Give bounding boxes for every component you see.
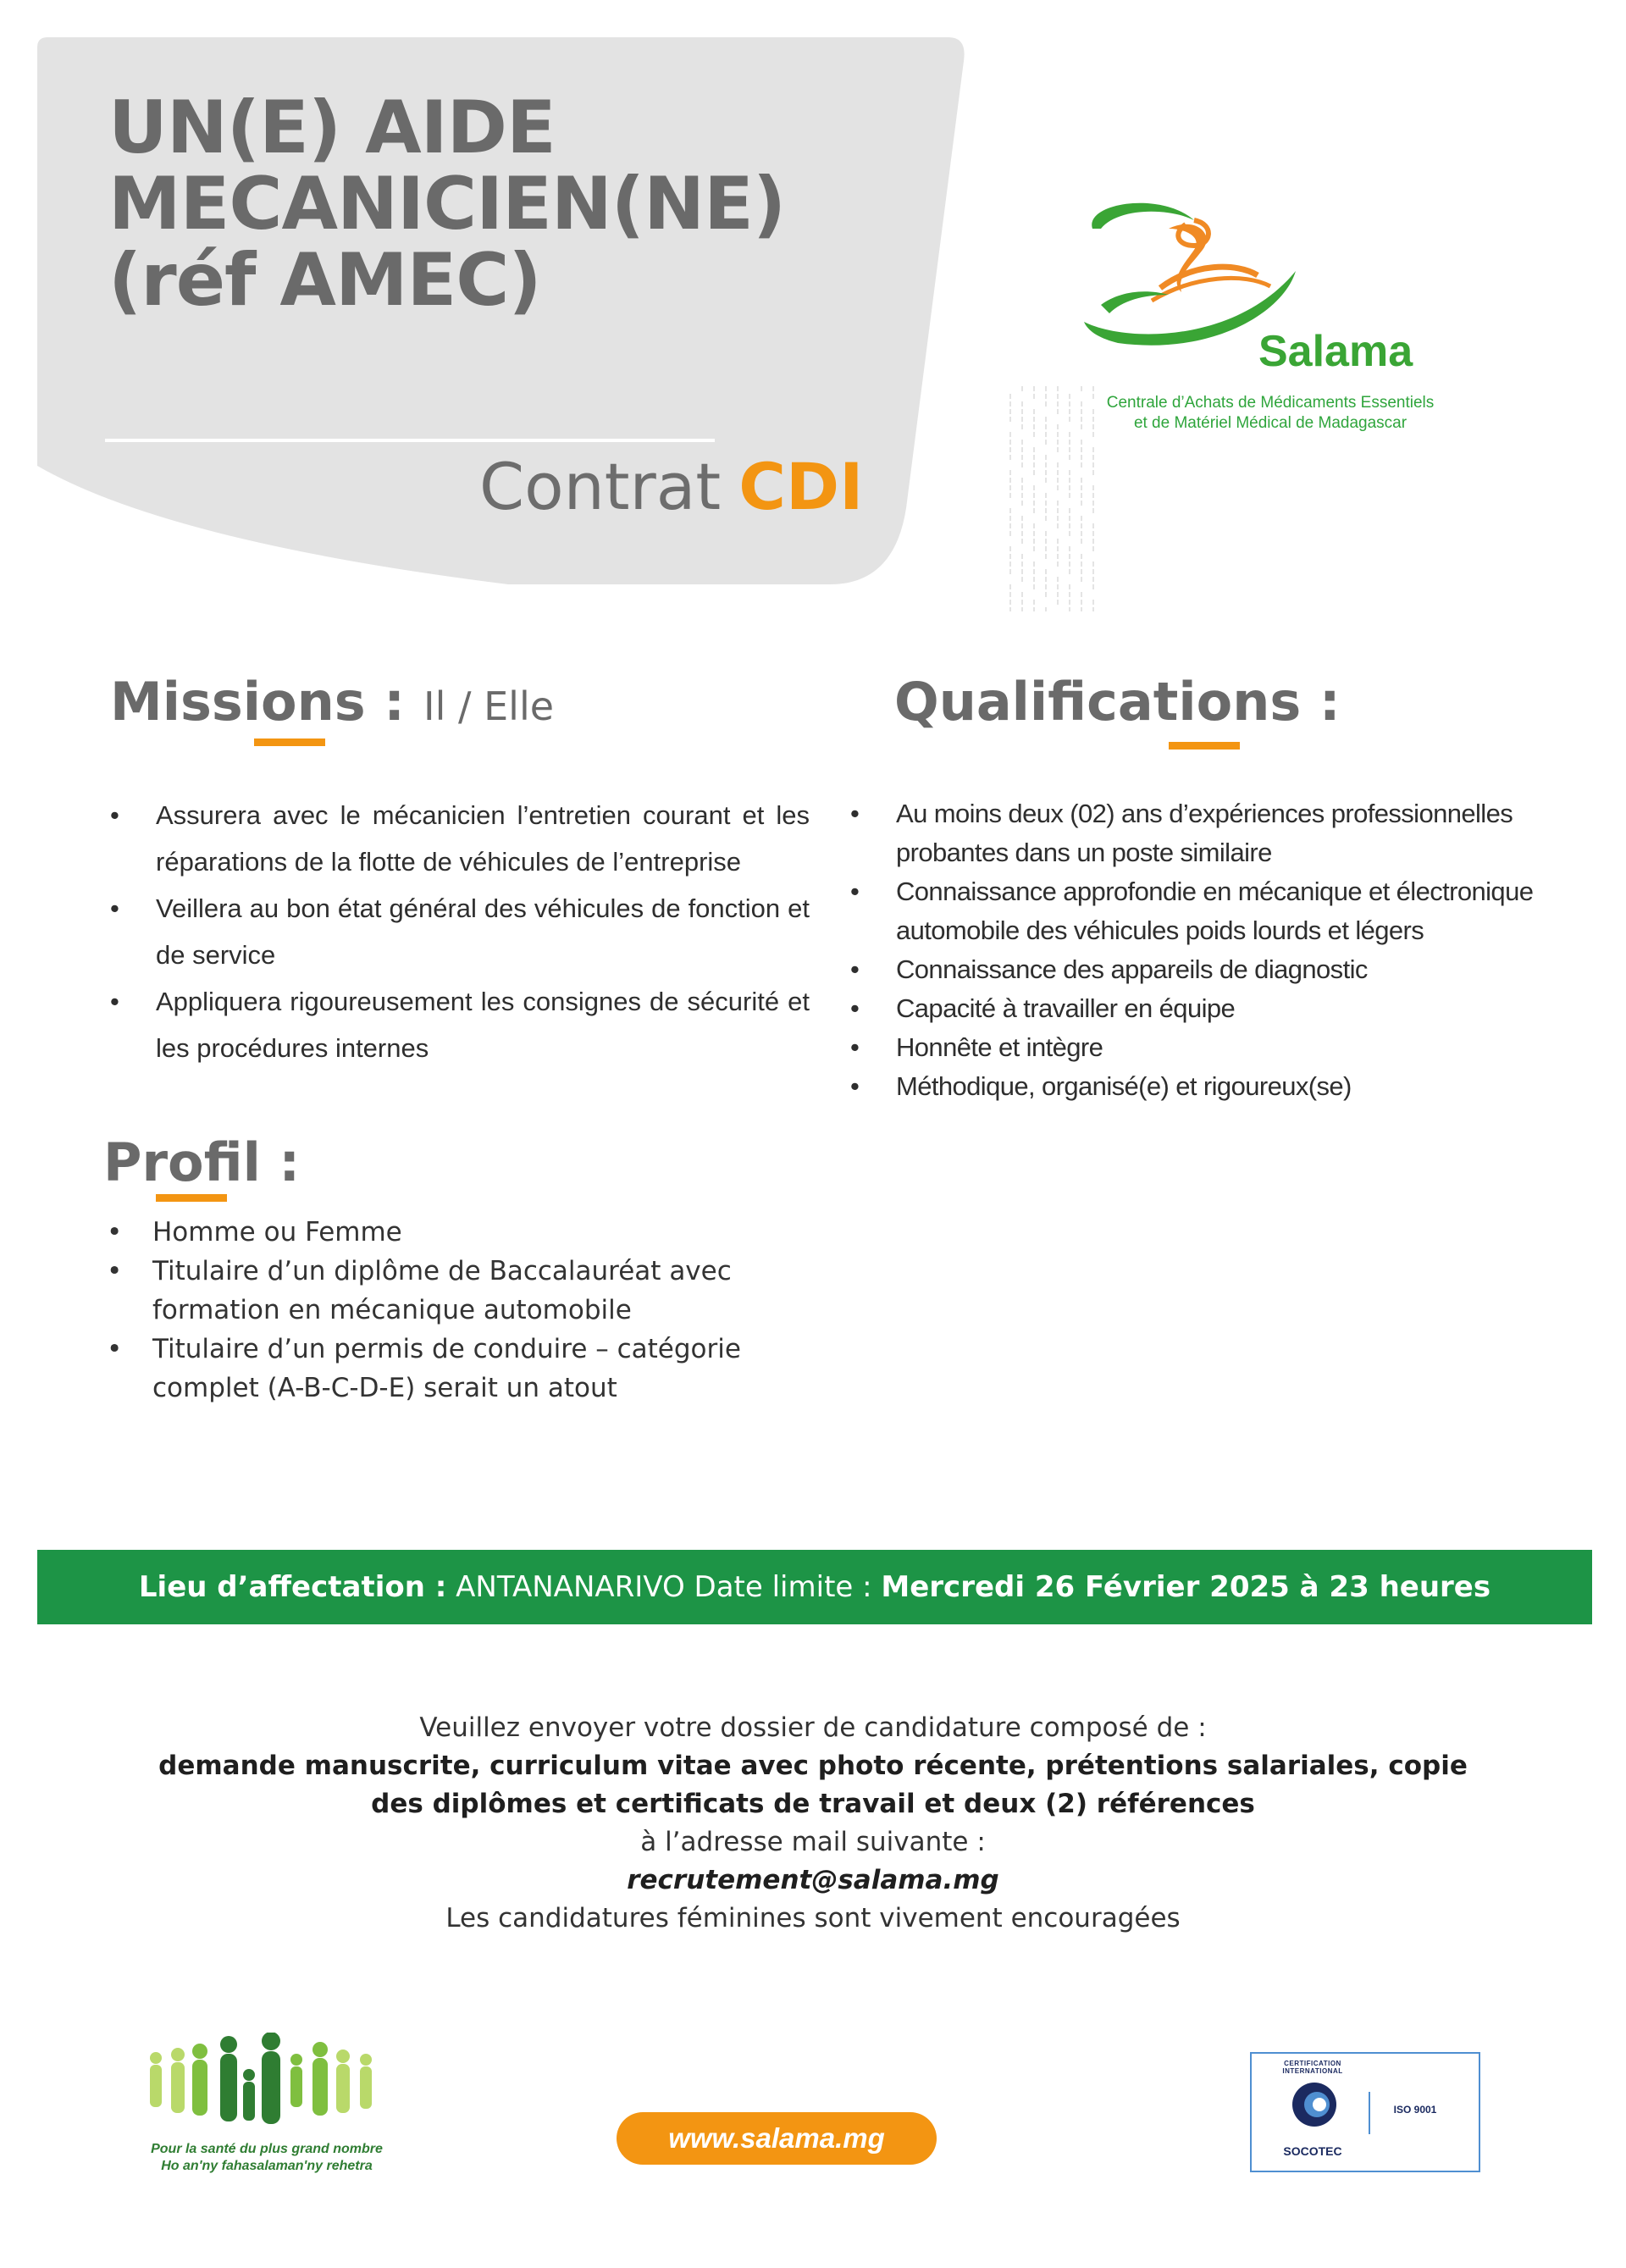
halftone-dot [1069, 508, 1070, 513]
halftone-dot [1033, 523, 1035, 528]
slogan-line: Pour la santé du plus grand nombre [151, 2142, 383, 2156]
halftone-dot [1009, 584, 1011, 589]
job-title-line: MECANICIEN(NE) [108, 162, 786, 246]
halftone-dot [1045, 531, 1047, 536]
title-divider [105, 439, 715, 442]
halftone-dot [1057, 394, 1059, 399]
halftone-dot [1033, 394, 1035, 399]
halftone-dot [1081, 478, 1082, 483]
list-item: • Au moins deux (02) ans d’expériences professionnelles probantes dans un poste similaire [849, 794, 1577, 872]
halftone-dot [1069, 432, 1070, 437]
halftone-dot [1009, 455, 1011, 460]
halftone-dot [1009, 600, 1011, 605]
halftone-dot [1045, 501, 1047, 506]
halftone-dot [1057, 470, 1059, 475]
application-documents-line: des diplômes et certificats de travail et deux (2) références [371, 1789, 1255, 1819]
halftone-dot [1021, 447, 1023, 452]
contract-label: Contrat [479, 449, 722, 524]
cert-standard: ISO 9001 [1393, 2104, 1437, 2116]
list-item: • Honnête et intègre [849, 1028, 1577, 1067]
qualifications-list [849, 794, 1577, 1106]
halftone-dot [1057, 584, 1059, 589]
halftone-dot [1033, 501, 1035, 506]
halftone-dot [1045, 462, 1047, 467]
application-email-link[interactable]: recrutement@salama.mg [627, 1865, 999, 1895]
halftone-dot [1081, 493, 1082, 498]
list-item: • Titulaire d’un diplôme de Baccalauréat avec formation en mécanique automobile [105, 1252, 766, 1330]
halftone-dot [1081, 600, 1082, 605]
halftone-dot [1057, 561, 1059, 567]
halftone-dot [1081, 409, 1082, 414]
halftone-dot [1021, 455, 1023, 460]
halftone-dot [1033, 470, 1035, 475]
halftone-dot [1081, 440, 1082, 445]
contract-info [479, 449, 863, 526]
halftone-dot [1092, 531, 1094, 536]
halftone-dot [1009, 394, 1011, 399]
halftone-dot [1092, 584, 1094, 589]
halftone-dot [1033, 455, 1035, 460]
halftone-dot [1045, 516, 1047, 521]
halftone-decoration [1004, 383, 1106, 611]
halftone-dot [1057, 401, 1059, 407]
missions-heading-block [110, 671, 554, 733]
halftone-dot [1045, 440, 1047, 445]
halftone-dot [1009, 401, 1011, 407]
halftone-dot [1057, 386, 1059, 391]
halftone-dot [1092, 607, 1094, 611]
halftone-dot [1069, 516, 1070, 521]
halftone-dot [1009, 523, 1011, 528]
halftone-dot [1069, 401, 1070, 407]
halftone-dot [1009, 531, 1011, 536]
halftone-dot [1057, 447, 1059, 452]
halftone-dot [1081, 386, 1082, 391]
list-item: • Méthodique, organisé(e) et rigoureux(se) [849, 1067, 1577, 1106]
halftone-dot [1081, 462, 1082, 467]
halftone-dot [1033, 424, 1035, 429]
application-encouragement: Les candidatures féminines sont vivement encouragées [445, 1903, 1181, 1933]
list-item: • Capacité à travailler en équipe [849, 989, 1577, 1028]
application-address-intro: à l’adresse mail suivante : [640, 1827, 986, 1857]
halftone-dot [1009, 485, 1011, 490]
halftone-dot [1021, 523, 1023, 528]
family-silhouettes-icon [144, 2033, 381, 2143]
halftone-dot [1069, 493, 1070, 498]
halftone-dot [1021, 539, 1023, 544]
halftone-dot [1057, 577, 1059, 582]
halftone-dot [1069, 447, 1070, 452]
job-title [108, 86, 837, 323]
halftone-dot [1081, 485, 1082, 490]
halftone-dot [1009, 592, 1011, 597]
halftone-dot [1021, 561, 1023, 567]
halftone-dot [1069, 546, 1070, 551]
missions-heading [110, 671, 554, 733]
missions-subheading: Il / Elle [423, 683, 555, 729]
halftone-dot [1009, 569, 1011, 574]
halftone-dot [1033, 508, 1035, 513]
halftone-dot [1057, 523, 1059, 528]
halftone-dot [1057, 508, 1059, 513]
halftone-dot [1033, 409, 1035, 414]
brand-subtitle [1067, 393, 1474, 434]
halftone-dot [1092, 424, 1094, 429]
missions-underline [254, 738, 325, 746]
halftone-dot [1092, 569, 1094, 574]
halftone-dot [1033, 600, 1035, 605]
halftone-dot [1092, 600, 1094, 605]
halftone-dot [1092, 493, 1094, 498]
halftone-dot [1045, 470, 1047, 475]
profil-underline [156, 1194, 227, 1202]
brand-subtitle-line: et de Matériel Médical de Madagascar [1133, 414, 1408, 432]
halftone-dot [1021, 516, 1023, 521]
halftone-dot [1081, 516, 1082, 521]
halftone-dot [1081, 447, 1082, 452]
halftone-dot [1021, 462, 1023, 467]
halftone-dot [1045, 455, 1047, 460]
halftone-dot [1069, 554, 1070, 559]
cert-divider [1369, 2092, 1370, 2134]
halftone-dot [1092, 523, 1094, 528]
halftone-dot [1069, 470, 1070, 475]
halftone-dot [1092, 508, 1094, 513]
halftone-dot [1033, 432, 1035, 437]
halftone-dot [1057, 539, 1059, 544]
list-item: • Veillera au bon état général des véhicules de fonction et de service [108, 885, 810, 978]
halftone-dot [1081, 607, 1082, 611]
halftone-dot [1081, 539, 1082, 544]
halftone-dot [1021, 401, 1023, 407]
halftone-dot [1069, 569, 1070, 574]
halftone-dot [1009, 409, 1011, 414]
halftone-dot [1081, 569, 1082, 574]
halftone-dot [1033, 485, 1035, 490]
halftone-dot [1069, 440, 1070, 445]
profil-heading: Profil : [103, 1131, 301, 1193]
slogan [144, 2141, 390, 2175]
halftone-dot [1069, 417, 1070, 422]
halftone-dot [1069, 531, 1070, 536]
halftone-dot [1033, 607, 1035, 611]
halftone-dot [1092, 409, 1094, 414]
brand-subtitle-line: Centrale d’Achats de Médicaments Essentiels [1106, 394, 1435, 412]
halftone-dot [1092, 417, 1094, 422]
halftone-dot [1009, 546, 1011, 551]
halftone-dot [1009, 440, 1011, 445]
halftone-dot [1021, 600, 1023, 605]
halftone-dot [1092, 539, 1094, 544]
halftone-dot [1092, 577, 1094, 582]
application-intro: Veuillez envoyer votre dossier de candidature composé de : [419, 1712, 1207, 1743]
halftone-dot [1009, 493, 1011, 498]
halftone-dot [1081, 455, 1082, 460]
list-item: • Appliquera rigoureusement les consignes de sécurité et les procédures internes [108, 978, 810, 1071]
halftone-dot [1069, 561, 1070, 567]
halftone-dot [1045, 539, 1047, 544]
missions-heading-text: Missions : [110, 671, 406, 733]
halftone-dot [1021, 493, 1023, 498]
halftone-dot [1033, 493, 1035, 498]
halftone-dot [1081, 554, 1082, 559]
halftone-dot [1092, 455, 1094, 460]
halftone-dot [1045, 386, 1047, 391]
halftone-dot [1045, 584, 1047, 589]
halftone-dot [1045, 508, 1047, 513]
list-item: • Connaissance des appareils de diagnostic [849, 950, 1577, 989]
halftone-dot [1057, 554, 1059, 559]
halftone-dot [1009, 432, 1011, 437]
halftone-dot [1069, 485, 1070, 490]
halftone-dot [1081, 577, 1082, 582]
halftone-dot [1092, 470, 1094, 475]
halftone-dot [1045, 432, 1047, 437]
halftone-dot [1033, 447, 1035, 452]
halftone-dot [1045, 493, 1047, 498]
list-item: • Assurera avec le mécanicien l’entretien courant et les réparations de la flotte de véhicules de l’entreprise [108, 792, 810, 885]
halftone-dot [1081, 501, 1082, 506]
cert-name: SOCOTEC [1283, 2144, 1342, 2158]
halftone-dot [1092, 546, 1094, 551]
halftone-dot [1021, 531, 1023, 536]
halftone-dot [1021, 386, 1023, 391]
halftone-dot [1021, 554, 1023, 559]
halftone-dot [1045, 546, 1047, 551]
halftone-dot [1021, 577, 1023, 582]
halftone-dot [1033, 561, 1035, 567]
halftone-dot [1009, 417, 1011, 422]
halftone-dot [1033, 386, 1035, 391]
halftone-dot [1009, 561, 1011, 567]
halftone-dot [1081, 592, 1082, 597]
halftone-dot [1069, 523, 1070, 528]
halftone-dot [1057, 592, 1059, 597]
halftone-dot [1021, 501, 1023, 506]
halftone-dot [1057, 501, 1059, 506]
halftone-dot [1009, 470, 1011, 475]
qualifications-underline [1169, 742, 1240, 750]
profil-list [105, 1213, 766, 1408]
halftone-dot [1009, 516, 1011, 521]
halftone-dot [1057, 440, 1059, 445]
halftone-dot [1045, 417, 1047, 422]
halftone-dot [1021, 424, 1023, 429]
list-item: • Connaissance approfondie en mécanique et électronique automobile des véhicules poids lourds et légers [849, 872, 1577, 950]
halftone-dot [1057, 546, 1059, 551]
cert-arc-text: CERTIFICATION INTERNATIONAL [1282, 2060, 1343, 2075]
halftone-dot [1057, 516, 1059, 521]
missions-list [108, 792, 810, 1071]
halftone-dot [1092, 432, 1094, 437]
halftone-dot [1033, 462, 1035, 467]
halftone-dot [1081, 523, 1082, 528]
halftone-dot [1057, 478, 1059, 483]
halftone-dot [1045, 577, 1047, 582]
halftone-dot [1069, 478, 1070, 483]
location-value: ANTANANARIVO [456, 1570, 685, 1604]
halftone-dot [1045, 424, 1047, 429]
halftone-dot [1092, 386, 1094, 391]
halftone-dot [1092, 394, 1094, 399]
halftone-dot [1021, 592, 1023, 597]
halftone-dot [1009, 447, 1011, 452]
application-email-row [0, 1861, 1626, 1899]
halftone-dot [1033, 531, 1035, 536]
halftone-dot [1033, 539, 1035, 544]
halftone-dot [1057, 600, 1059, 605]
halftone-dot [1045, 554, 1047, 559]
socotec-logo-icon [1289, 2079, 1340, 2130]
halftone-dot [1045, 401, 1047, 407]
deadline-value: Mercredi 26 Février 2025 à 23 heures [881, 1570, 1491, 1604]
halftone-dot [1069, 394, 1070, 399]
halftone-dot [1069, 592, 1070, 597]
halftone-dot [1092, 462, 1094, 467]
halftone-dot [1045, 607, 1047, 611]
halftone-dot [1081, 401, 1082, 407]
brand-name: Salama [1258, 327, 1413, 376]
halftone-dot [1069, 455, 1070, 460]
halftone-dot [1057, 485, 1059, 490]
halftone-dot [1009, 508, 1011, 513]
halftone-dot [1069, 409, 1070, 414]
halftone-dot [1092, 485, 1094, 490]
website-link-button[interactable]: www.salama.mg [617, 2112, 937, 2165]
halftone-dot [1069, 600, 1070, 605]
job-title-line: UN(E) AIDE [108, 86, 556, 170]
application-documents-line: demande manuscrite, curriculum vitae avec photo récente, prétentions salariales, copie [158, 1751, 1468, 1781]
halftone-dot [1021, 478, 1023, 483]
contract-type: CDI [738, 449, 864, 524]
deadline-label: Date limite : [694, 1570, 872, 1604]
list-item: • Titulaire d’un permis de conduire – catégorie complet (A-B-C-D-E) serait un atout [105, 1330, 766, 1408]
halftone-dot [1021, 409, 1023, 414]
halftone-dot [1033, 546, 1035, 551]
halftone-dot [1033, 584, 1035, 589]
halftone-dot [1069, 607, 1070, 611]
halftone-dot [1033, 577, 1035, 582]
qualifications-heading: Qualifications : [894, 671, 1341, 733]
halftone-dot [1033, 569, 1035, 574]
halftone-dot [1092, 501, 1094, 506]
halftone-dot [1045, 569, 1047, 574]
halftone-dot [1081, 531, 1082, 536]
halftone-dot [1009, 607, 1011, 611]
halftone-dot [1081, 561, 1082, 567]
info-banner [37, 1550, 1592, 1624]
halftone-dot [1057, 432, 1059, 437]
halftone-dot [1009, 478, 1011, 483]
halftone-dot [1021, 569, 1023, 574]
halftone-dot [1021, 440, 1023, 445]
halftone-dot [1092, 447, 1094, 452]
halftone-dot [1057, 462, 1059, 467]
slogan-line: Ho an'ny fahasalaman'ny rehetra [161, 2159, 373, 2173]
halftone-dot [1021, 607, 1023, 611]
halftone-dot [1021, 485, 1023, 490]
halftone-dot [1045, 592, 1047, 597]
halftone-dot [1069, 584, 1070, 589]
halftone-dot [1033, 417, 1035, 422]
job-title-line: (réf AMEC) [108, 238, 541, 323]
halftone-dot [1045, 478, 1047, 483]
halftone-dot [1021, 417, 1023, 422]
halftone-dot [1081, 417, 1082, 422]
halftone-dot [1009, 554, 1011, 559]
location-label: Lieu d’affectation : [138, 1570, 447, 1604]
halftone-dot [1057, 424, 1059, 429]
halftone-dot [1057, 409, 1059, 414]
halftone-dot [1081, 424, 1082, 429]
halftone-dot [1092, 561, 1094, 567]
list-item: • Homme ou Femme [105, 1213, 766, 1252]
halftone-dot [1045, 394, 1047, 399]
